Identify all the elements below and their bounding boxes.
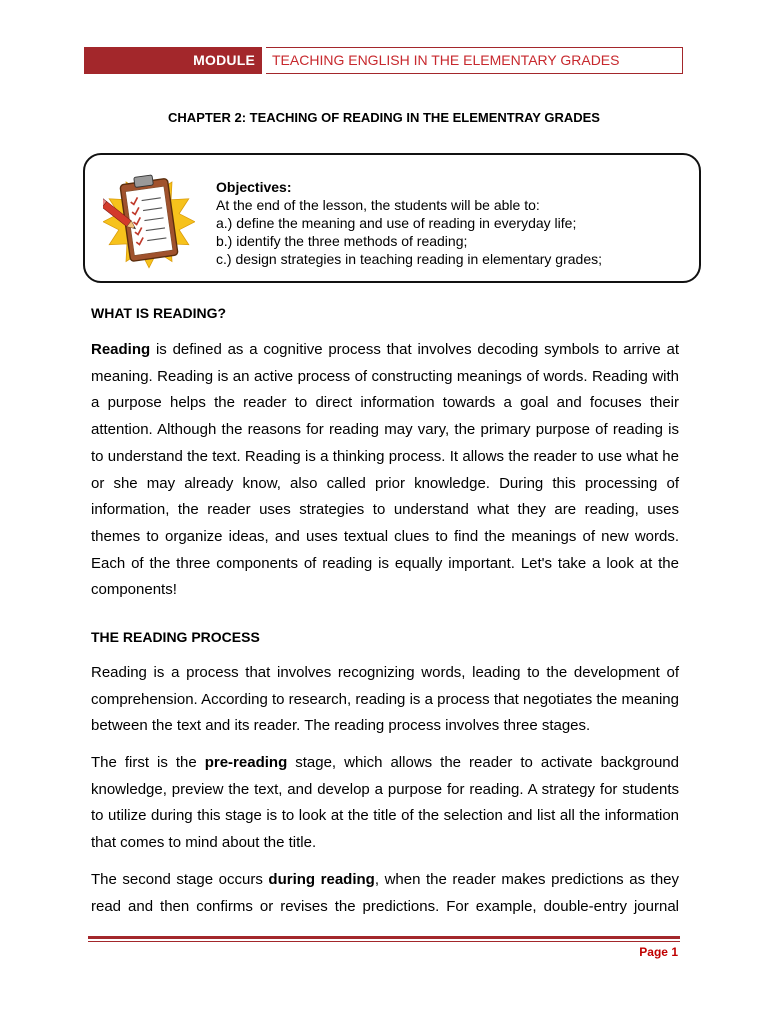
module-label: MODULE (84, 47, 262, 74)
reading-process-intro-paragraph (91, 660, 679, 740)
section-heading-what-is-reading: WHAT IS READING? (91, 305, 227, 321)
paragraph-text: stage, which allows the reader to activate background knowledge, preview the text, and develop a purpose for reading. A strategy for students to utilize during this stage is to look at the title of the selection and list all the information that comes to mind about the title. (91, 754, 679, 852)
during-reading-paragraph (91, 867, 679, 920)
module-header (84, 47, 683, 74)
paragraph-text: , when the reader makes predictions as they read and then confirms or revises the predictions. For example, double-entry journal (91, 871, 680, 915)
reading-definition-paragraph (91, 337, 679, 604)
section-heading-reading-process: THE READING PROCESS (91, 629, 260, 645)
clipboard-checklist-icon (103, 163, 195, 275)
paragraph-text: The second stage occurs (91, 871, 269, 888)
bold-term: pre-reading (204, 754, 288, 771)
paragraph-text: is defined as a cognitive process that involves decoding symbols to arrive at meaning. Reading is an active process of constructing meanings of words. Reading with a purpose helps the reader to direct information towards a goal and focuses their attention. Although the reasons for reading may vary, the primary purpose of reading is to understand the text. Reading is a thinking process. It allows the reader to use what he or she may already know, also called prior knowledge. During this processing of information, the reader uses strategies to understand what they are reading, uses themes to organize ideas, and uses textual clues to find the meanings of new words. Each of the three components of reading is equally important. Let's take a look at the components! (91, 341, 679, 599)
footer-rule-thin (88, 941, 680, 942)
chapter-title: CHAPTER 2: TEACHING OF READING IN THE ELEMENTRAY GRADES (168, 110, 600, 125)
footer-rule (88, 936, 680, 939)
objective-item: b.) identify the three methods of reading; (216, 233, 468, 249)
objectives-intro: At the end of the lesson, the students will be able to: (216, 197, 540, 213)
paragraph-text: The first is the (91, 754, 205, 771)
page-number: Page 1 (639, 945, 678, 959)
objectives-text (216, 178, 602, 268)
paragraph-text: Reading is a process that involves recognizing words, leading to the development of comprehension. According to research, reading is a process that negotiates the meaning between the text and its reader. The reading process involves three stages. (91, 664, 679, 735)
bold-term: during reading (268, 871, 375, 888)
pre-reading-paragraph (91, 750, 679, 857)
bold-term: Reading (91, 341, 151, 358)
objectives-heading: Objectives: (216, 179, 292, 195)
objective-item: a.) define the meaning and use of reading in everyday life; (216, 215, 577, 231)
module-title: TEACHING ENGLISH IN THE ELEMENTARY GRADES (266, 47, 683, 74)
objective-item: c.) design strategies in teaching reading in elementary grades; (216, 251, 602, 267)
